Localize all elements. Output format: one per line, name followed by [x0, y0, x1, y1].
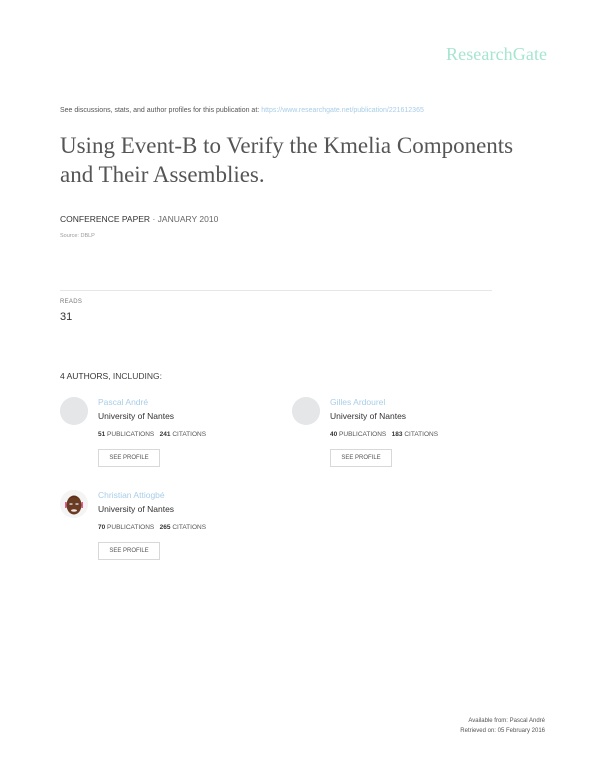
researchgate-logo[interactable]: ResearchGate: [446, 44, 548, 64]
author-institution: University of Nantes: [330, 411, 407, 421]
author-institution: University of Nantes: [98, 411, 175, 421]
see-profile-button[interactable]: SEE PROFILE: [98, 449, 160, 467]
publication-title: Using Event-B to Verify the Kmelia Components and Their Assemblies.: [60, 133, 514, 187]
citations-count: 183: [391, 431, 403, 438]
publications-label: PUBLICATIONS: [339, 431, 387, 438]
publication-type: CONFERENCE PAPER: [60, 214, 151, 224]
footer: [460, 717, 545, 736]
authors-heading: [60, 371, 162, 381]
citations-label: CITATIONS: [172, 431, 207, 438]
citations-label: CITATIONS: [404, 431, 439, 438]
author-name[interactable]: Gilles Ardourel: [330, 397, 386, 407]
authors-suffix: , INCLUDING:: [108, 371, 163, 381]
see-profile-button[interactable]: SEE PROFILE: [98, 542, 160, 560]
author-card: [60, 397, 290, 477]
publications-count: 40: [330, 431, 338, 438]
reads-value: 31: [60, 311, 73, 323]
author-institution: University of Nantes: [98, 504, 175, 514]
photo-avatar[interactable]: [60, 490, 88, 518]
publication-date: JANUARY 2010: [157, 214, 219, 224]
author-stats: [98, 524, 206, 531]
placeholder-avatar-icon[interactable]: [292, 397, 320, 425]
divider: [60, 290, 492, 291]
reads-label: READS: [60, 299, 83, 305]
see-profile-button[interactable]: SEE PROFILE: [330, 449, 392, 467]
publication-link[interactable]: https://www.researchgate.net/publication/221612365: [261, 107, 424, 114]
author-stats: [98, 431, 206, 438]
authors-count: 4 AUTHORS: [60, 371, 109, 381]
meta-separator: ·: [152, 214, 156, 224]
retrieved-on: Retrieved on: 05 February 2016: [460, 727, 545, 734]
citations-count: 265: [159, 524, 171, 531]
placeholder-avatar-icon[interactable]: [60, 397, 88, 425]
citations-count: 241: [159, 431, 171, 438]
publications-label: PUBLICATIONS: [107, 431, 155, 438]
publications-count: 51: [98, 431, 106, 438]
discussion-line: [60, 107, 424, 114]
publications-label: PUBLICATIONS: [107, 524, 155, 531]
available-from: Available from: Pascal André: [468, 718, 545, 724]
citations-label: CITATIONS: [172, 524, 207, 531]
discussion-text: See discussions, stats, and author profiles for this publication at:: [60, 107, 260, 114]
publication-meta: [60, 214, 218, 224]
author-name[interactable]: Christian Attiogbé: [98, 490, 165, 500]
author-card: [292, 397, 522, 477]
publication-source: Source: DBLP: [60, 233, 95, 239]
author-name[interactable]: Pascal André: [98, 397, 149, 407]
author-card: [60, 490, 290, 570]
author-stats: [330, 431, 438, 438]
publications-count: 70: [98, 524, 106, 531]
